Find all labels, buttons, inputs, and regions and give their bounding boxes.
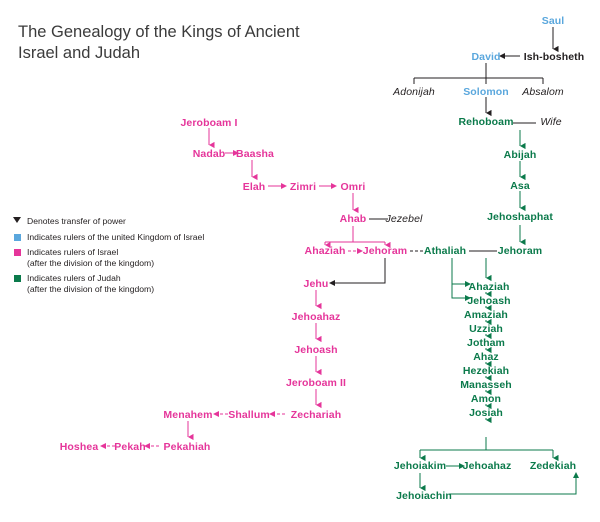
pink-square-icon: [14, 249, 21, 256]
node-jehoshaphat[interactable]: Jehoshaphat: [487, 211, 553, 223]
node-josiah[interactable]: Josiah: [469, 407, 503, 419]
node-absalom[interactable]: Absalom: [522, 86, 564, 98]
node-solomon[interactable]: Solomon: [463, 86, 509, 98]
node-jeroboam-i[interactable]: Jeroboam I: [180, 117, 238, 129]
legend-item-judah: [12, 273, 212, 294]
node-jehoiachin[interactable]: Jehoiachin: [396, 490, 452, 502]
node-amon[interactable]: Amon: [470, 393, 502, 405]
node-jehoash-israel[interactable]: Jehoash: [294, 344, 338, 356]
node-jehoahaz-judah[interactable]: Jehoahaz: [462, 460, 512, 472]
node-asa[interactable]: Asa: [510, 180, 530, 192]
legend-item-israel: [12, 247, 212, 268]
blue-square-icon: [14, 234, 21, 241]
node-wife[interactable]: Wife: [540, 116, 562, 128]
node-manasseh[interactable]: Manasseh: [460, 379, 512, 391]
node-abijah[interactable]: Abijah: [503, 149, 537, 161]
legend: [12, 216, 212, 299]
node-jehoiakim[interactable]: Jehoiakim: [393, 460, 447, 472]
node-rehoboam[interactable]: Rehoboam: [458, 116, 514, 128]
node-jotham[interactable]: Jotham: [467, 337, 505, 349]
page-title: The Genealogy of the Kings of Ancient Israel and Judah: [18, 23, 300, 62]
legend-item-united: [12, 232, 212, 243]
node-baasha[interactable]: Baasha: [236, 148, 274, 160]
node-adonijah[interactable]: Adonijah: [393, 86, 435, 98]
node-elah[interactable]: Elah: [242, 181, 266, 193]
legend-item-label: Denotes transfer of power: [27, 216, 126, 226]
green-square-icon: [14, 275, 21, 282]
node-saul[interactable]: Saul: [541, 15, 565, 27]
node-pekahiah[interactable]: Pekahiah: [163, 441, 211, 453]
node-shallum[interactable]: Shallum: [228, 409, 270, 421]
legend-item-transfer: [12, 216, 212, 227]
node-pekah[interactable]: Pekah: [114, 441, 146, 453]
node-jehu[interactable]: Jehu: [303, 278, 329, 290]
node-omri[interactable]: Omri: [340, 181, 366, 193]
node-ahaziah-israel[interactable]: Ahaziah: [304, 245, 346, 257]
node-zedekiah[interactable]: Zedekiah: [529, 460, 577, 472]
node-ish-bosheth[interactable]: Ish-bosheth: [523, 51, 585, 63]
node-david[interactable]: David: [471, 51, 501, 63]
node-zimri[interactable]: Zimri: [289, 181, 317, 193]
node-zechariah[interactable]: Zechariah: [290, 409, 342, 421]
node-ahab[interactable]: Ahab: [339, 213, 367, 225]
node-athaliah[interactable]: Athaliah: [423, 245, 467, 257]
node-uzziah[interactable]: Uzziah: [469, 323, 503, 335]
node-jeroboam-ii[interactable]: Jeroboam II: [285, 377, 347, 389]
node-jehoram-judah[interactable]: Jehoram: [497, 245, 543, 257]
node-amaziah[interactable]: Amaziah: [464, 309, 508, 321]
legend-item-label: Indicates rulers of the united Kingdom of Israel: [27, 231, 205, 242]
node-jehoahaz-israel[interactable]: Jehoahaz: [291, 311, 341, 323]
node-hezekiah[interactable]: Hezekiah: [462, 365, 510, 377]
legend-item-label: Indicates rulers of Judah: [27, 273, 121, 283]
triangle-down-icon: [13, 217, 21, 223]
node-ahaziah-judah[interactable]: Ahaziah: [468, 281, 510, 293]
legend-item-sublabel: (after the division of the kingdom): [27, 283, 155, 294]
legend-item-sublabel: (after the division of the kingdom): [27, 257, 155, 268]
node-jehoram-israel[interactable]: Jehoram: [362, 245, 408, 257]
node-nadab[interactable]: Nadab: [192, 148, 226, 160]
node-jehoash-judah[interactable]: Jehoash: [467, 295, 511, 307]
node-menahem[interactable]: Menahem: [163, 409, 213, 421]
node-hoshea[interactable]: Hoshea: [59, 441, 99, 453]
node-jezebel[interactable]: Jezebel: [385, 213, 423, 225]
node-ahaz[interactable]: Ahaz: [473, 351, 499, 363]
legend-item-label: Indicates rulers of Israel: [27, 247, 119, 257]
